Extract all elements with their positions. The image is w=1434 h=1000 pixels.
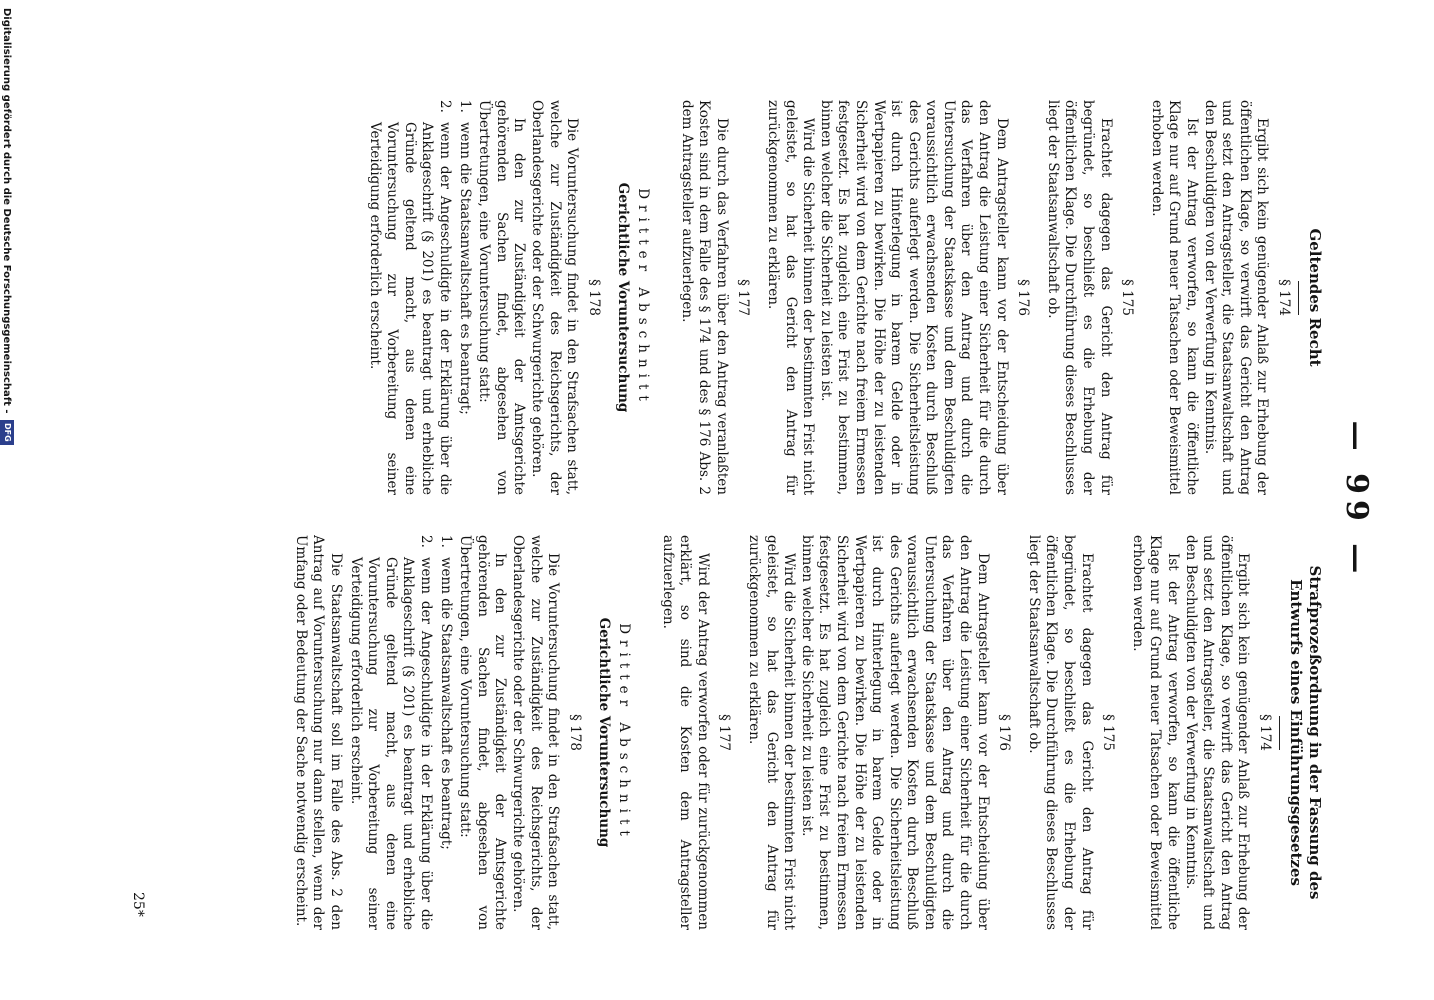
paragraph: Wird die Sicherheit binnen der bestimmten Frist nicht geleistet, so hat das Gericht den Antrag für zurückgenommen zu erklären. <box>745 535 798 930</box>
paragraph: Ist der Antrag verworfen, so kann die öffentliche Klage nur auf Grund neuer Tatsachen oder Beweismittel erhoben werden. <box>1129 535 1182 930</box>
section-heading-174: § 174 <box>1257 714 1273 751</box>
section-heading-178: § 178 <box>566 714 583 751</box>
paragraph: Die Voruntersuchung findet in den Strafsachen statt, welche zur Zuständigkeit des Reichsgerichts, der Oberlandesgerichte oder der Schwurgerichte gehören. <box>510 535 562 930</box>
section-heading-176: § 176 <box>1015 279 1032 316</box>
paragraph: Dem Antragsteller kann vor der Entscheidung über den Antrag die Leistung einer Sicherheit für die durch das Verfahren über den Antrag und durch die Untersuchung der Staatskasse und dem Beschuldigten voraussichtlich erwachsenden Kosten durch Beschluß des Gerichts auferlegt werden. Die Sicherheitsleistung ist durch Hinterlegung in barem Gelde oder in Wertpapieren zu bewirken. Die Höhe der zu leistenden Sicherheit wird von dem Gerichte nach freiem Ermessen festgesetzt. Es hat zugleich eine Frist zu bestimmen, binnen welcher die Sicherheit zu leisten ist. <box>817 100 1010 495</box>
list-item-number: 1. <box>437 535 454 548</box>
list-item-number: 2. <box>437 100 454 113</box>
list-item-text: wenn der Angeschuldigte in der Erklärung über die Anklageschrift (§ 201) es beantragt und erhebliche Gründe geltend macht, aus denen eine Voruntersuchung zur Vorbereitung seiner Verteidigung erforderlich erscheint. <box>347 557 435 930</box>
list-item-number: 1. <box>456 100 473 113</box>
list-item <box>436 535 454 930</box>
paragraph: In den zur Zuständigkeit der Amtsgerichte gehörenden Sachen findet, abgesehen von Übertretungen, eine Voruntersuchung statt: <box>457 535 509 930</box>
paragraph: Erachtet dagegen das Gericht den Antrag für begründet, so beschließt es die Erhebung der öffentlichen Klage. Die Durchführung dieses Beschlusses liegt der Staatsanwaltschaft ob. <box>1044 100 1114 495</box>
paragraph: Wird die Sicherheit binnen der bestimmten Frist nicht geleistet, so hat das Gericht den Antrag für zurückgenommen zu erklären. <box>764 100 817 495</box>
paragraph: Erachtet dagegen das Gericht den Antrag für begründet, so beschließt es die Erhebung der öffentlichen Klage. Die Durchführung dieses Beschlusses liegt der Staatsanwaltschaft ob. <box>1025 535 1095 930</box>
list-item <box>455 100 473 495</box>
paragraph: Ergibt sich kein genügender Anlaß zur Erhebung der öffentlichen Klage, so verwirft das Gericht den Antrag und setzt den Antragsteller, die Staatsanwaltschaft und den Beschuldigten von der Verwerfung in Kenntnis. <box>1182 535 1252 930</box>
page-number: — 99 — <box>1339 420 1374 580</box>
paragraph: Ist der Antrag verworfen, so kann die öffentliche Klage nur auf Grund neuer Tatsachen oder Beweismittel erhoben werden. <box>1148 100 1201 495</box>
chapter-title: Gerichtliche Voruntersuchung <box>615 182 632 413</box>
title-rule <box>1298 281 1299 315</box>
list-item-text: wenn die Staatsanwaltschaft es beantragt; <box>437 557 454 850</box>
column-title: Strafprozeßordnung in der Fassung des Entwurfs eines Einführungsgesetzes <box>1287 565 1324 900</box>
page-signature: 25* <box>130 892 146 917</box>
chapter-heading: Dritter Abschnitt <box>616 623 632 842</box>
paragraph: Die Staatsanwaltschaft soll im Falle des Abs. 2 den Antrag auf Voruntersuchung nur dann stellen, wenn der Umfang oder Bedeutung der Sache notwendig erscheint. <box>292 535 345 930</box>
section-heading-178: § 178 <box>585 279 602 316</box>
column-draft-law <box>144 535 1324 930</box>
section-heading-177: § 177 <box>716 714 733 751</box>
list-item <box>365 100 453 495</box>
section-heading-176: § 176 <box>996 714 1013 751</box>
list-item-text: wenn die Staatsanwaltschaft es beantragt; <box>456 122 473 415</box>
digitization-note <box>0 8 14 445</box>
paragraph: Die Voruntersuchung findet in den Strafsachen statt, welche zur Zuständigkeit des Reichsgerichts, der Oberlandesgerichte oder der Schwurgerichte gehören. <box>529 100 581 495</box>
column-current-law <box>144 100 1324 495</box>
section-heading-174: § 174 <box>1276 279 1292 316</box>
paragraph: Dem Antragsteller kann vor der Entscheidung über den Antrag die Leistung einer Sicherheit für die durch das Verfahren über den Antrag und durch die Untersuchung der Staatskasse und dem Beschuldigten voraussichtlich erwachsenden Kosten durch Beschluß des Gerichts auferlegt werden. Die Sicherheitsleistung ist durch Hinterlegung in barem Gelde oder in Wertpapieren zu bewirken. Die Höhe der zu leistenden Sicherheit wird von dem Gerichte nach freiem Ermessen festgesetzt. Es hat zugleich eine Frist zu bestimmen, binnen welcher die Sicherheit zu leisten ist. <box>798 535 991 930</box>
section-heading-175: § 175 <box>1119 279 1136 316</box>
dfg-logo: DFG <box>0 420 14 445</box>
title-rule <box>1279 716 1280 750</box>
column-title: Geltendes Recht <box>1306 228 1324 367</box>
list-item-text: wenn der Angeschuldigte in der Erklärung über die Anklageschrift (§ 201) es beantragt und erhebliche Gründe geltend macht, aus denen eine Voruntersuchung zur Vorbereitung seiner Verteidigung erforderlich erscheint. <box>366 122 454 495</box>
list-item-number: 2. <box>418 535 435 548</box>
paragraph: Ergibt sich kein genügender Anlaß zur Erhebung der öffentlichen Klage, so verwirft das Gericht den Antrag und setzt den Antragsteller, die Staatsanwaltschaft und den Beschuldigten von der Verwerfung in Kenntnis. <box>1201 100 1271 495</box>
paragraph: In den zur Zuständigkeit der Amtsgerichte gehörenden Sachen findet, abgesehen von Übertretungen, eine Voruntersuchung statt: <box>476 100 528 495</box>
chapter-title: Gerichtliche Voruntersuchung <box>596 617 613 848</box>
chapter-heading: Dritter Abschnitt <box>635 188 651 407</box>
digitization-note-text: Digitalisierung gefördert durch die Deutsche Forschungsgemeinschaft - <box>1 8 12 414</box>
section-heading-177: § 177 <box>735 279 752 316</box>
list-item <box>346 535 434 930</box>
section-heading-175: § 175 <box>1100 714 1117 751</box>
paragraph: Die durch das Verfahren über den Antrag veranlaßten Kosten sind in dem Falle des § 174 und des § 176 Abs. 2 dem Antragsteller aufzuerlegen. <box>678 100 730 495</box>
paragraph: Wird der Antrag verworfen oder für zurückgenommen erklärt, so sind die Kosten dem Antragsteller aufzuerlegen. <box>659 535 711 930</box>
